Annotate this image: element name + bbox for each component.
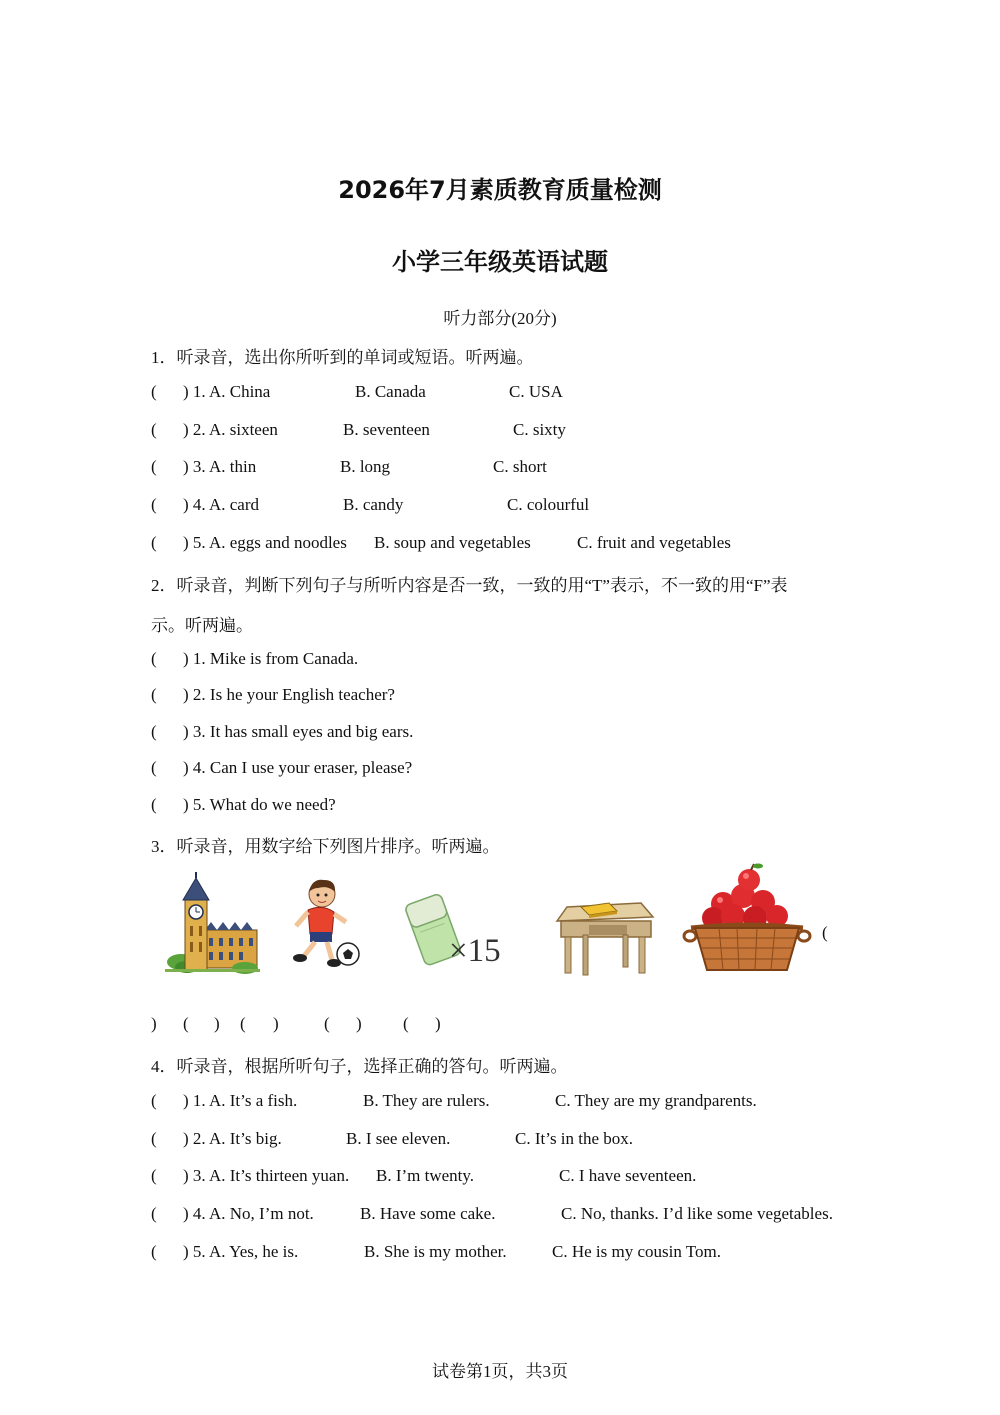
option-b: B. She is my mother. [364, 1242, 507, 1261]
option-c: C. short [493, 457, 547, 476]
answer-bracket[interactable]: ( [151, 1129, 157, 1148]
option-a: ) 2. A. It’s big. [183, 1129, 282, 1148]
answer-bracket[interactable]: ( [822, 923, 828, 942]
answer-bracket[interactable]: ( [183, 1014, 189, 1033]
desk-book-icon [553, 893, 656, 978]
option-a: ) 4. A. No, I’m not. [183, 1204, 314, 1223]
option-b: B. long [340, 457, 391, 476]
answer-bracket[interactable]: ) [214, 1014, 220, 1033]
option-b: B. Canada [355, 382, 426, 401]
big-ben-icon [165, 872, 260, 977]
part1-heading: 1．听录音，选出你所听到的单词或短语。听两遍。 [151, 348, 534, 367]
answer-bracket[interactable]: ( [151, 1204, 157, 1223]
option-a: ) 3. A. It’s thirteen yuan. [183, 1166, 350, 1185]
option-b: B. Have some cake. [360, 1204, 496, 1223]
option-c: C. colourful [507, 495, 590, 514]
section-heading: 听力部分(20分) [443, 309, 557, 328]
answer-bracket[interactable]: ( [151, 420, 157, 439]
part4-heading: 4．听录音，根据所听句子，选择正确的答句。听两遍。 [151, 1057, 568, 1076]
option-c: C. They are my grandparents. [555, 1091, 757, 1110]
option-a: ) 5. A. Yes, he is. [183, 1242, 299, 1261]
eraser-count-label: ×15 [449, 933, 501, 969]
option-c: C. fruit and vegetables [577, 533, 731, 552]
option-a: ) 5. A. eggs and noodles [183, 533, 347, 552]
option-c: C. It’s in the box. [515, 1129, 634, 1148]
option-a: ) 1. A. It’s a fish. [183, 1091, 298, 1110]
statement-text: ) 5. What do we need? [183, 795, 336, 814]
answer-bracket[interactable]: ( [151, 1166, 157, 1185]
answer-bracket[interactable]: ( [151, 533, 157, 552]
option-b: B. seventeen [343, 420, 430, 439]
answer-bracket[interactable]: ( [151, 495, 157, 514]
option-c: C. He is my cousin Tom. [552, 1242, 721, 1261]
option-c: C. USA [509, 382, 563, 401]
statement-text: ) 3. It has small eyes and big ears. [183, 722, 414, 741]
answer-bracket[interactable]: ) [273, 1014, 279, 1033]
option-c: C. sixty [513, 420, 566, 439]
statement-text: ) 1. Mike is from Canada. [183, 649, 359, 668]
option-b: B. I see eleven. [346, 1129, 451, 1148]
part2-heading-cont: 示。听两遍。 [151, 616, 253, 635]
answer-bracket[interactable]: ( [151, 457, 157, 476]
answer-bracket[interactable]: ( [151, 758, 157, 777]
option-a: ) 2. A. sixteen [183, 420, 278, 439]
part2-heading: 2．听录音，判断下列句子与所听内容是否一致，一致的用“T”表示，不一致的用“F”表 [151, 576, 788, 595]
answer-bracket[interactable]: ( [240, 1014, 246, 1033]
answer-bracket[interactable]: ( [151, 649, 157, 668]
apple-basket-icon [685, 866, 810, 976]
exam-title: 2026年7月素质教育质量检测 [338, 176, 662, 204]
option-b: B. soup and vegetables [374, 533, 531, 552]
option-a: ) 1. A. China [183, 382, 271, 401]
option-b: B. candy [343, 495, 404, 514]
answer-bracket[interactable]: ( [151, 685, 157, 704]
answer-bracket[interactable]: ( [151, 795, 157, 814]
option-b: B. I’m twenty. [376, 1166, 475, 1185]
option-b: B. They are rulers. [363, 1091, 490, 1110]
answer-bracket[interactable]: ( [151, 382, 157, 401]
exam-subtitle: 小学三年级英语试题 [392, 248, 608, 276]
answer-bracket[interactable]: ( [403, 1014, 409, 1033]
option-a: ) 3. A. thin [183, 457, 257, 476]
answer-bracket[interactable]: ) [356, 1014, 362, 1033]
answer-bracket[interactable]: ( [324, 1014, 330, 1033]
answer-bracket[interactable]: ) [435, 1014, 441, 1033]
option-a: ) 4. A. card [183, 495, 260, 514]
answer-bracket[interactable]: ( [151, 722, 157, 741]
statement-text: ) 4. Can I use your eraser, please? [183, 758, 413, 777]
option-c: C. No, thanks. I’d like some vegetables. [561, 1204, 833, 1223]
option-c: C. I have seventeen. [559, 1166, 697, 1185]
answer-bracket[interactable]: ( [151, 1091, 157, 1110]
answer-bracket[interactable]: ) [151, 1014, 157, 1033]
boy-football-icon [288, 876, 363, 971]
page-footer: 试卷第1页，共3页 [432, 1362, 568, 1381]
answer-bracket[interactable]: ( [151, 1242, 157, 1261]
statement-text: ) 2. Is he your English teacher? [183, 685, 395, 704]
part3-heading: 3．听录音，用数字给下列图片排序。听两遍。 [151, 837, 500, 856]
